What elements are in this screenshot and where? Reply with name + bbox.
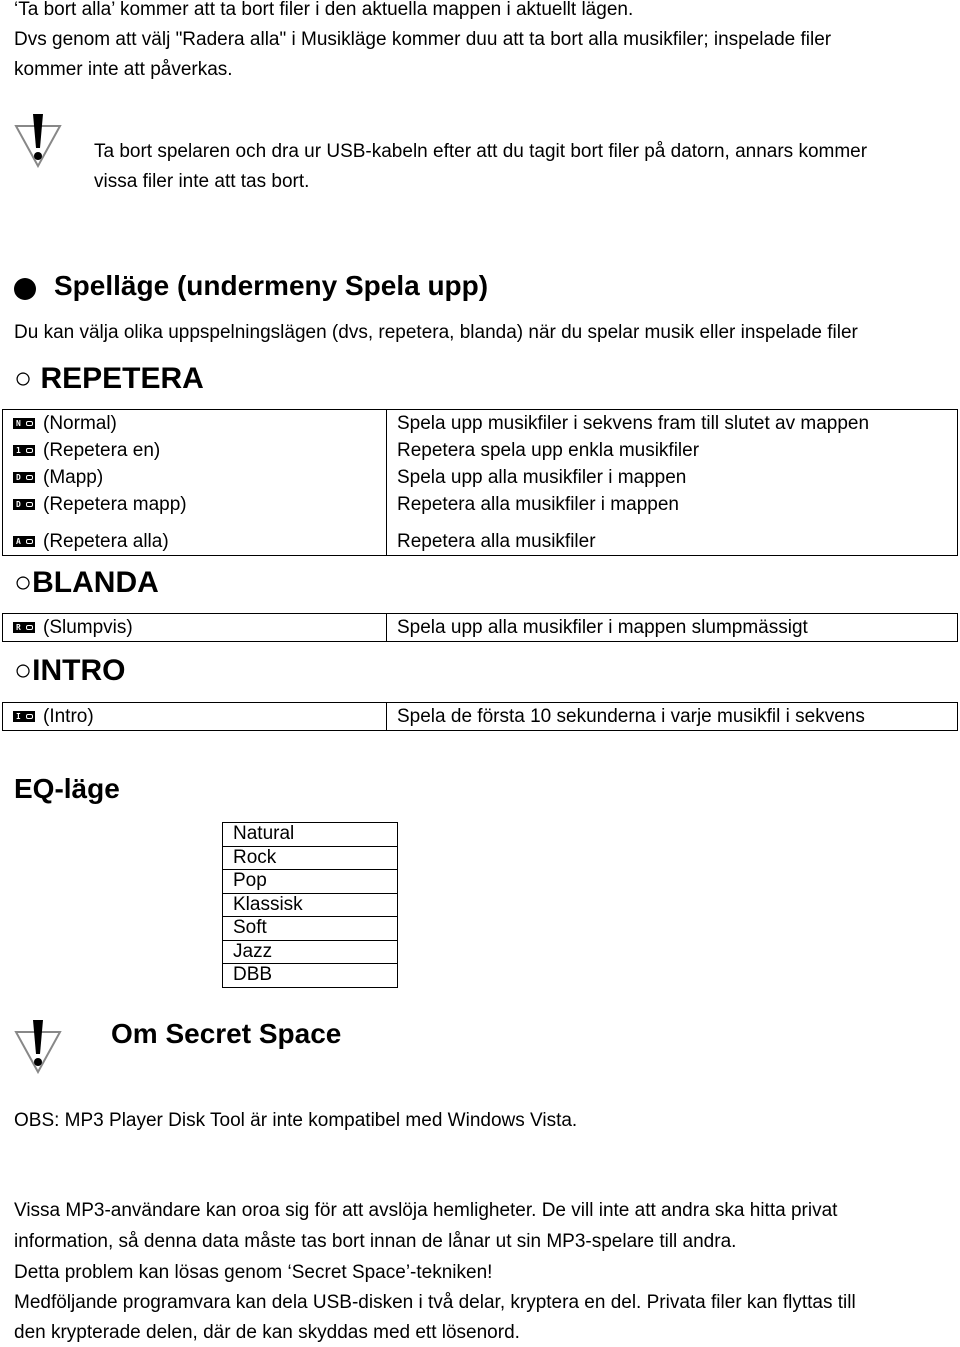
mode-row-normal: [3, 410, 386, 437]
repeat-mode-table: [2, 409, 958, 556]
play-mode-title: Spelläge (undermeny Spela upp): [54, 270, 489, 301]
mode-row-folder: [3, 464, 386, 491]
mode-desc: Repetera alla musikfiler i mappen: [397, 494, 679, 515]
intro-mode-table: [2, 702, 958, 731]
mode-desc: Spela upp alla musikfiler i mappen slumpmässigt: [397, 617, 808, 638]
bullet-dot: [14, 278, 36, 300]
eq-title: EQ-läge: [14, 773, 120, 804]
secret-space-para-line-2: information, så denna data måste tas bort innan de lånar ut sin MP3-spelare till andra.: [14, 1231, 737, 1252]
intro-line-1: ‘Ta bort alla’ kommer att ta bort filer i den aktuella mappen i aktuellt lägen.: [14, 0, 634, 20]
eq-option: Pop: [223, 870, 398, 894]
play-mode-description: Du kan välja olika uppspelningslägen (dvs, repetera, blanda) när du spelar musik eller inspelade filer: [14, 322, 858, 343]
repeat-all-icon: A: [13, 536, 35, 547]
mode-label: (Repetera alla): [43, 531, 169, 552]
eq-option: Jazz: [223, 940, 398, 964]
secret-space-note: OBS: MP3 Player Disk Tool är inte kompatibel med Windows Vista.: [14, 1110, 578, 1131]
warning-icon: [14, 1018, 62, 1074]
eq-option: DBB: [223, 964, 398, 988]
mode-desc: Spela de första 10 sekunderna i varje musikfil i sekvens: [397, 706, 865, 727]
secret-space-title: Om Secret Space: [111, 1018, 342, 1049]
shuffle-mode-table: [2, 613, 958, 642]
warning1-line-1: Ta bort spelaren och dra ur USB-kabeln efter att du tagit bort filer på datorn, annars kommer: [94, 141, 868, 162]
secret-space-para-line-3: Detta problem kan lösas genom ‘Secret Space’-tekniken!: [14, 1262, 493, 1283]
secret-space-para-line-1: Vissa MP3-användare kan oroa sig för att avslöja hemligheter. De vill inte att andra ska hitta privat: [14, 1200, 838, 1221]
eq-option: Natural: [223, 823, 398, 847]
shuffle-icon: R: [13, 622, 35, 633]
intro-mode-heading-circle: ○: [14, 654, 33, 687]
secret-space-para-line-4: Medföljande programvara kan dela USB-disken i två delar, kryptera en del. Privata filer kan flyttas till: [14, 1292, 856, 1313]
mode-label: (Slumpvis): [43, 617, 133, 638]
repeat-heading-text: REPETERA: [40, 362, 204, 395]
mode-row-repeat-folder: [3, 491, 386, 518]
mode-desc: Spela upp musikfiler i sekvens fram till slutet av mappen: [397, 413, 870, 434]
intro-icon: I: [13, 711, 35, 722]
shuffle-heading-text: BLANDA: [32, 566, 159, 599]
eq-option: Rock: [223, 846, 398, 870]
repeat-one-icon: 1: [13, 445, 35, 456]
eq-option: Klassisk: [223, 893, 398, 917]
intro-mode-heading-text: INTRO: [32, 654, 126, 687]
shuffle-heading-circle: ○: [14, 566, 33, 599]
mode-label: (Repetera en): [43, 440, 161, 461]
shuffle-heading: [14, 566, 159, 600]
intro-line-2: Dvs genom att välj "Radera alla" i Musikläge kommer duu att ta bort alla musikfiler; inspelade filer: [14, 29, 832, 50]
mode-label: (Normal): [43, 413, 117, 434]
mode-row-repeat-one: [3, 437, 386, 464]
warning1-line-2: vissa filer inte att tas bort.: [94, 171, 310, 192]
folder-icon: D: [13, 472, 35, 483]
mode-desc: Spela upp alla musikfiler i mappen: [397, 467, 687, 488]
repeat-heading: [14, 362, 204, 396]
secret-space-para-line-5: den krypterade delen, där de kan skyddas med ett lösenord.: [14, 1322, 520, 1343]
repeat-mode-descriptions: [387, 410, 958, 556]
mode-row-repeat-all: [3, 528, 386, 555]
eq-options-table: [222, 822, 398, 988]
intro-mode-heading: [14, 654, 125, 688]
mode-row-intro: [3, 703, 386, 730]
warning-icon: [14, 112, 62, 168]
mode-row-shuffle: [3, 614, 386, 641]
mode-label: (Mapp): [43, 467, 104, 488]
mode-desc: Repetera spela upp enkla musikfiler: [397, 440, 700, 461]
mode-desc: Repetera alla musikfiler: [397, 531, 596, 552]
repeat-folder-icon: D: [13, 499, 35, 510]
eq-option: Soft: [223, 917, 398, 941]
repeat-normal-icon: N: [13, 418, 35, 429]
repeat-heading-circle: ○: [14, 362, 33, 395]
repeat-mode-labels: [3, 410, 387, 556]
mode-label: (Intro): [43, 706, 94, 727]
intro-line-3: kommer inte att påverkas.: [14, 59, 233, 80]
mode-label: (Repetera mapp): [43, 494, 187, 515]
